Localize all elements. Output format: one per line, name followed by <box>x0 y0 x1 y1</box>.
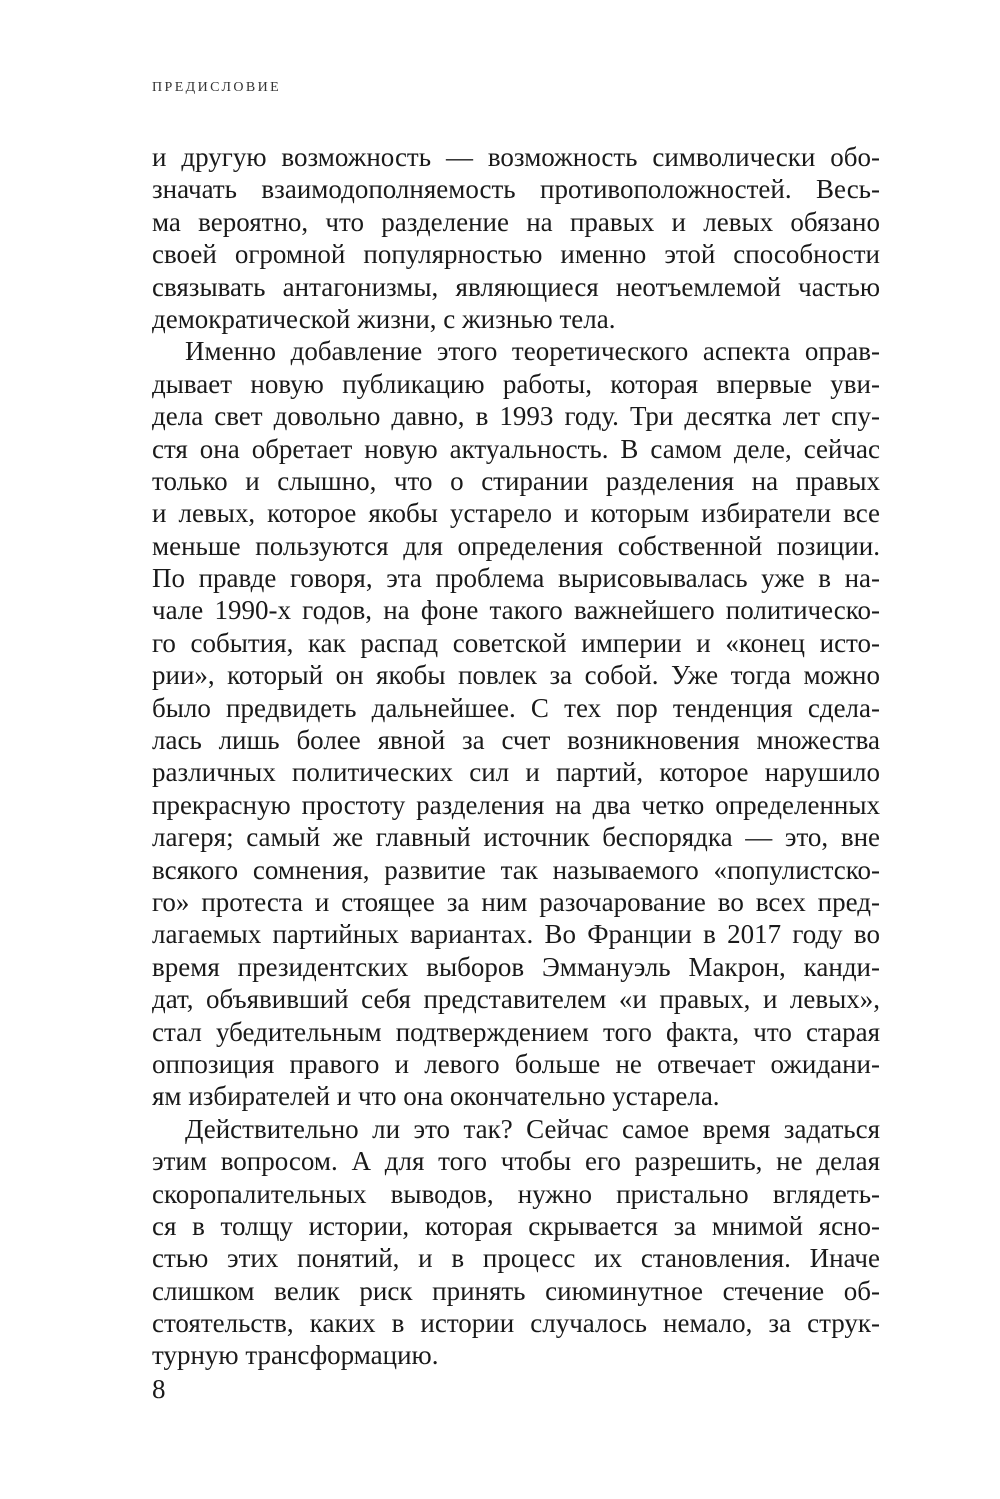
text-line: стоятельств, каких в истории случалось немало, за струк- <box>152 1308 880 1339</box>
text-line: дела свет довольно давно, в 1993 году. Три десятка лет спу- <box>152 401 880 432</box>
running-head: ПРЕДИСЛОВИЕ <box>152 80 282 95</box>
body-text <box>152 141 880 1372</box>
text-line: демократической жизни, с жизнью тела. <box>152 303 616 334</box>
text-line: ся в толщу истории, которая скрывается за мнимой ясно- <box>152 1210 880 1241</box>
text-line: оппозиция правого и левого больше не отвечает ожидани- <box>152 1048 880 1079</box>
text-line: различных политических сил и партий, которое нарушило <box>152 757 880 788</box>
text-line: Действительно ли это так? Сейчас самое время задаться <box>185 1113 880 1144</box>
text-line: По правде говоря, эта проблема вырисовывалась уже в на- <box>152 563 880 594</box>
paragraph-1 <box>152 141 880 335</box>
text-line: было предвидеть дальнейшее. С тех пор тенденция сдела- <box>152 692 880 723</box>
text-line: стью этих понятий, и в процесс их становления. Иначе <box>152 1243 880 1274</box>
text-line: го» протеста и стоящее за ним разочарование во всех пред- <box>152 886 880 917</box>
text-line: турную трансформацию. <box>152 1340 439 1371</box>
text-line: своей огромной популярностью именно этой способности <box>152 239 880 270</box>
text-line: рии», который он якобы повлек за собой. Уже тогда можно <box>152 660 880 691</box>
text-line: значать взаимодополняемость противоположностей. Весь- <box>152 174 880 205</box>
text-line: Именно добавление этого теоретического аспекта оправ- <box>185 336 880 367</box>
paragraph-2 <box>152 335 880 1112</box>
text-line: лась лишь более явной за счет возникновения множества <box>152 725 880 756</box>
text-line: ям избирателей и что она окончательно устарела. <box>152 1081 720 1112</box>
text-line: этим вопросом. А для того чтобы его разрешить, не делая <box>152 1146 880 1177</box>
paragraph-3 <box>152 1113 880 1372</box>
text-line: стя она обретает новую актуальность. В самом деле, сейчас <box>152 433 880 464</box>
text-line: и другую возможность — возможность символически обо- <box>152 142 880 172</box>
text-line: и левых, которое якобы устарело и которым избиратели все <box>152 498 880 529</box>
text-line: лагеря; самый же главный источник беспорядка — это, вне <box>152 822 880 853</box>
text-line: время президентских выборов Эммануэль Макрон, канди- <box>152 951 880 982</box>
text-line: дывает новую публикацию работы, которая впервые уви- <box>152 368 880 399</box>
text-line: скоропалительных выводов, нужно пристально вглядеть- <box>152 1178 880 1209</box>
text-line: го события, как распад советской империи и «конец исто- <box>152 627 880 658</box>
text-line: слишком велик риск принять сиюминутное стечение об- <box>152 1275 880 1306</box>
text-line: меньше пользуются для определения собственной позиции. <box>152 530 880 561</box>
text-line: прекрасную простоту разделения на два четко определенных <box>152 789 880 820</box>
text-line: связывать антагонизмы, являющиеся неотъемлемой частью <box>152 271 880 302</box>
text-line: всякого сомнения, развитие так называемого «популистско- <box>152 854 880 885</box>
text-line: чале 1990-х годов, на фоне такого важнейшего политическо- <box>152 595 880 626</box>
text-line: дат, объявивший себя представителем «и правых, и левых», <box>152 984 880 1015</box>
text-line: лагаемых партийных вариантах. Во Франции в 2017 году во <box>152 919 880 950</box>
text-line: стал убедительным подтверждением того факта, что старая <box>152 1016 880 1047</box>
text-line: ма вероятно, что разделение на правых и левых обязано <box>152 206 880 237</box>
page-number: 8 <box>152 1374 166 1404</box>
text-line: только и слышно, что о стирании разделения на правых <box>152 465 880 496</box>
